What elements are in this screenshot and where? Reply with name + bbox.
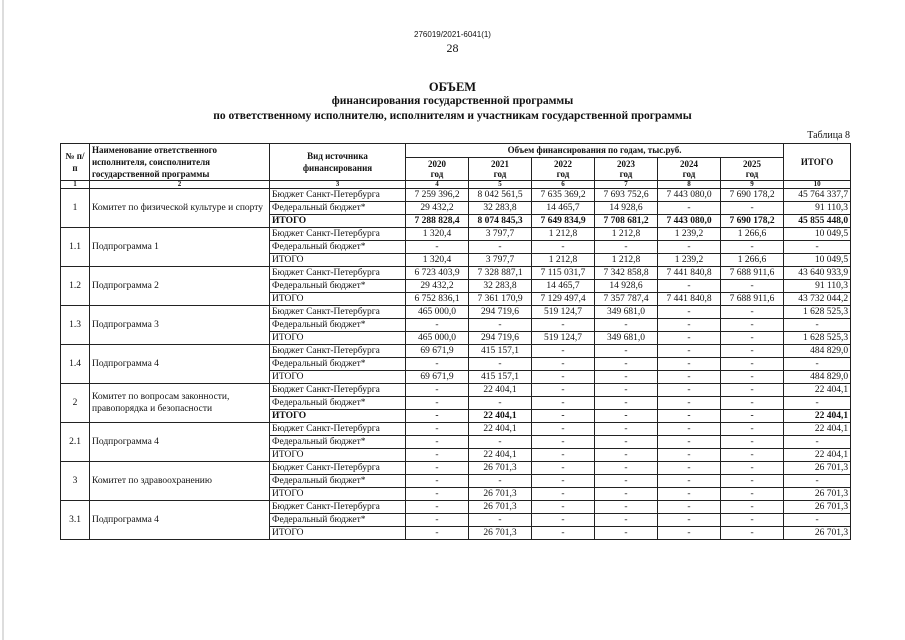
row-number: 1.1	[61, 228, 90, 267]
year-amount: 3 797,7	[469, 254, 532, 267]
year-amount: -	[721, 514, 784, 527]
year-amount: -	[658, 527, 721, 540]
year-amount: -	[658, 423, 721, 436]
year-amount: -	[406, 410, 469, 423]
total-value: -	[784, 436, 851, 449]
total-value: 10 049,5	[784, 228, 851, 241]
year-amount: 349 681,0	[595, 306, 658, 319]
funding-source: Федеральный бюджет*	[270, 241, 406, 254]
year-amount: -	[532, 488, 595, 501]
total-value: 26 701,3	[784, 488, 851, 501]
total-value: 22 404,1	[784, 449, 851, 462]
year-amount: -	[595, 475, 658, 488]
year-amount: 6 723 403,9	[406, 267, 469, 280]
document-subtitle-1: финансирования государственной программы	[331, 95, 574, 107]
table-row	[61, 306, 851, 319]
total-value: 22 404,1	[784, 384, 851, 397]
year-amount: -	[721, 241, 784, 254]
total-value: 45 855 448,0	[784, 215, 851, 228]
year-amount: 8 074 845,3	[469, 215, 532, 228]
year-amount: 1 266,6	[721, 228, 784, 241]
year-amount: -	[406, 423, 469, 436]
year-amount: -	[721, 280, 784, 293]
year-amount: 69 671,9	[406, 345, 469, 358]
year-value: 2023	[617, 159, 635, 170]
total-value: 43 732 044,2	[784, 293, 851, 306]
year-amount: -	[658, 358, 721, 371]
year-amount: -	[406, 462, 469, 475]
year-amount: 22 404,1	[469, 384, 532, 397]
year-amount: 3 797,7	[469, 228, 532, 241]
year-amount: 22 404,1	[469, 410, 532, 423]
year-amount: 1 212,8	[532, 254, 595, 267]
year-amount: 7 708 681,2	[595, 215, 658, 228]
year-word: год	[619, 169, 633, 180]
header-column-numbers	[61, 181, 851, 189]
year-amount: 1 212,8	[595, 254, 658, 267]
year-amount: 7 635 369,2	[532, 189, 595, 202]
year-amount: -	[721, 410, 784, 423]
year-amount: -	[532, 371, 595, 384]
year-amount: -	[469, 319, 532, 332]
year-amount: -	[658, 475, 721, 488]
year-amount: 1 212,8	[532, 228, 595, 241]
executor-name: Подпрограмма 4	[90, 501, 270, 540]
year-amount: 7 441 840,8	[658, 293, 721, 306]
total-value: 1 628 525,3	[784, 306, 851, 319]
year-amount: -	[469, 358, 532, 371]
executor-name: Подпрограмма 4	[90, 423, 270, 462]
year-amount: 22 404,1	[469, 449, 532, 462]
header-year-2021	[469, 158, 532, 181]
year-word: год	[493, 169, 507, 180]
year-value: 2021	[491, 159, 509, 170]
total-value: -	[784, 358, 851, 371]
total-value: 1 628 525,3	[784, 332, 851, 345]
funding-source: ИТОГО	[270, 488, 406, 501]
year-amount: 29 432,2	[406, 202, 469, 215]
funding-source: Федеральный бюджет*	[270, 202, 406, 215]
year-amount: 1 320,4	[406, 254, 469, 267]
year-amount: 32 283,8	[469, 202, 532, 215]
funding-source: ИТОГО	[270, 449, 406, 462]
year-value: 2022	[554, 159, 572, 170]
year-amount: -	[406, 384, 469, 397]
year-amount: 415 157,1	[469, 371, 532, 384]
year-amount: 69 671,9	[406, 371, 469, 384]
year-amount: -	[595, 397, 658, 410]
header-total: ИТОГО	[784, 144, 851, 181]
header-year-2023	[595, 158, 658, 181]
total-value: -	[784, 397, 851, 410]
total-value: 43 640 933,9	[784, 267, 851, 280]
row-number: 2.1	[61, 423, 90, 462]
year-amount: -	[721, 449, 784, 462]
funding-source: Федеральный бюджет*	[270, 514, 406, 527]
year-amount: -	[532, 423, 595, 436]
year-amount: -	[595, 501, 658, 514]
year-amount: 465 000,0	[406, 306, 469, 319]
year-amount: -	[595, 358, 658, 371]
year-amount: -	[532, 501, 595, 514]
column-number: 3	[270, 181, 406, 189]
column-number: 4	[406, 181, 469, 189]
year-amount: -	[469, 475, 532, 488]
total-value: -	[784, 241, 851, 254]
year-amount: -	[532, 436, 595, 449]
year-amount: -	[658, 319, 721, 332]
year-amount: -	[595, 319, 658, 332]
year-amount: 7 690 178,2	[721, 189, 784, 202]
funding-source: Бюджет Санкт-Петербурга	[270, 345, 406, 358]
year-amount: -	[532, 410, 595, 423]
year-amount: -	[721, 202, 784, 215]
year-amount: 7 688 911,6	[721, 267, 784, 280]
funding-source: ИТОГО	[270, 332, 406, 345]
year-amount: -	[532, 384, 595, 397]
financing-table	[60, 143, 851, 540]
year-amount: 7 342 858,8	[595, 267, 658, 280]
funding-source: Федеральный бюджет*	[270, 436, 406, 449]
header-source: Вид источника финансирования	[270, 144, 406, 181]
year-amount: -	[721, 501, 784, 514]
total-value: 26 701,3	[784, 462, 851, 475]
funding-source: Бюджет Санкт-Петербурга	[270, 306, 406, 319]
total-value: 91 110,3	[784, 202, 851, 215]
column-number: 2	[90, 181, 270, 189]
total-value: 91 110,3	[784, 280, 851, 293]
total-value: 10 049,5	[784, 254, 851, 267]
year-amount: -	[469, 436, 532, 449]
total-value: 26 701,3	[784, 527, 851, 540]
year-amount: -	[658, 436, 721, 449]
year-amount: -	[469, 241, 532, 254]
year-amount: -	[658, 462, 721, 475]
year-amount: 7 129 497,4	[532, 293, 595, 306]
year-amount: -	[658, 371, 721, 384]
year-amount: -	[406, 436, 469, 449]
year-amount: 7 443 080,0	[658, 189, 721, 202]
year-amount: 7 443 080,0	[658, 215, 721, 228]
year-amount: 1 239,2	[658, 254, 721, 267]
row-number: 2	[61, 384, 90, 423]
year-amount: -	[658, 345, 721, 358]
year-amount: -	[721, 397, 784, 410]
year-amount: -	[532, 462, 595, 475]
header-year-2025	[721, 158, 784, 181]
header-year-2024	[658, 158, 721, 181]
year-amount: -	[721, 462, 784, 475]
year-amount: -	[532, 475, 595, 488]
year-amount: -	[406, 358, 469, 371]
year-amount: -	[658, 449, 721, 462]
executor-name: Подпрограмма 2	[90, 267, 270, 306]
year-word: год	[556, 169, 570, 180]
year-amount: -	[595, 488, 658, 501]
year-value: 2020	[428, 159, 446, 170]
year-amount: 7 649 834,9	[532, 215, 595, 228]
funding-source: Федеральный бюджет*	[270, 319, 406, 332]
funding-source: Бюджет Санкт-Петербурга	[270, 384, 406, 397]
year-amount: -	[658, 410, 721, 423]
table-row	[61, 501, 851, 514]
year-amount: -	[406, 241, 469, 254]
total-value: -	[784, 514, 851, 527]
table-row	[61, 345, 851, 358]
year-amount: -	[595, 345, 658, 358]
year-amount: -	[595, 462, 658, 475]
year-amount: 7 115 031,7	[532, 267, 595, 280]
year-amount: 7 259 396,2	[406, 189, 469, 202]
year-amount: 519 124,7	[532, 332, 595, 345]
year-amount: -	[532, 358, 595, 371]
year-amount: -	[406, 501, 469, 514]
year-amount: -	[658, 488, 721, 501]
table-row	[61, 189, 851, 202]
table-row	[61, 462, 851, 475]
year-amount: -	[658, 332, 721, 345]
year-amount: -	[658, 241, 721, 254]
year-amount: -	[406, 449, 469, 462]
year-amount: 14 465,7	[532, 202, 595, 215]
funding-source: Федеральный бюджет*	[270, 280, 406, 293]
row-number: 1	[61, 189, 90, 228]
row-number: 3	[61, 462, 90, 501]
year-amount: -	[532, 527, 595, 540]
funding-source: ИТОГО	[270, 371, 406, 384]
executor-name: Комитет по вопросам законности, правопорядка и безопасности	[90, 384, 270, 423]
year-amount: 1 266,6	[721, 254, 784, 267]
year-amount: -	[469, 397, 532, 410]
year-amount: -	[721, 345, 784, 358]
year-amount: -	[595, 410, 658, 423]
table-row	[61, 384, 851, 397]
column-number: 10	[784, 181, 851, 189]
year-amount: -	[721, 332, 784, 345]
year-amount: -	[406, 319, 469, 332]
year-amount: -	[532, 345, 595, 358]
year-amount: 7 441 840,8	[658, 267, 721, 280]
year-value: 2025	[743, 159, 762, 170]
row-number: 1.2	[61, 267, 90, 306]
year-amount: 7 688 911,6	[721, 293, 784, 306]
year-amount: 465 000,0	[406, 332, 469, 345]
page-number: 28	[446, 41, 459, 55]
year-amount: -	[406, 527, 469, 540]
year-amount: -	[721, 527, 784, 540]
document-subtitle-2: по ответственному исполнителю, исполнителям и участникам государственной программы	[213, 110, 692, 122]
year-amount: 294 719,6	[469, 332, 532, 345]
funding-source: Федеральный бюджет*	[270, 358, 406, 371]
total-value: 26 701,3	[784, 501, 851, 514]
year-amount: -	[721, 488, 784, 501]
year-amount: 349 681,0	[595, 332, 658, 345]
year-amount: 29 432,2	[406, 280, 469, 293]
year-amount: 26 701,3	[469, 488, 532, 501]
year-amount: 8 042 561,5	[469, 189, 532, 202]
year-amount: 415 157,1	[469, 345, 532, 358]
year-amount: 7 357 787,4	[595, 293, 658, 306]
year-amount: -	[532, 449, 595, 462]
year-amount: -	[658, 280, 721, 293]
year-word: год	[745, 169, 759, 180]
year-amount: 6 752 836,1	[406, 293, 469, 306]
year-amount: -	[532, 397, 595, 410]
year-amount: 1 320,4	[406, 228, 469, 241]
year-amount: -	[595, 384, 658, 397]
executor-name: Подпрограмма 3	[90, 306, 270, 345]
year-amount: -	[721, 306, 784, 319]
funding-source: ИТОГО	[270, 527, 406, 540]
funding-source: Бюджет Санкт-Петербурга	[270, 267, 406, 280]
total-value: 22 404,1	[784, 410, 851, 423]
year-amount: 7 693 752,6	[595, 189, 658, 202]
year-amount: -	[721, 358, 784, 371]
table-label: Таблица 8	[807, 130, 850, 141]
year-amount: -	[595, 527, 658, 540]
header-year-2022	[532, 158, 595, 181]
year-word: год	[682, 169, 696, 180]
column-number: 8	[658, 181, 721, 189]
year-amount: -	[595, 436, 658, 449]
year-amount: -	[406, 397, 469, 410]
row-number: 3.1	[61, 501, 90, 540]
year-amount: -	[658, 397, 721, 410]
year-amount: -	[721, 475, 784, 488]
year-amount: -	[721, 371, 784, 384]
column-number: 7	[595, 181, 658, 189]
year-amount: 26 701,3	[469, 527, 532, 540]
total-value: 22 404,1	[784, 423, 851, 436]
year-amount: -	[658, 384, 721, 397]
year-amount: -	[406, 488, 469, 501]
year-amount: -	[658, 202, 721, 215]
header-name: Наименование ответственного исполнителя, соисполнителя государственной программы	[90, 144, 270, 181]
year-amount: -	[595, 371, 658, 384]
year-amount: 7 288 828,4	[406, 215, 469, 228]
funding-source: ИТОГО	[270, 293, 406, 306]
year-amount: 1 239,2	[658, 228, 721, 241]
year-amount: -	[658, 514, 721, 527]
header-num: № п/п	[61, 144, 90, 181]
total-value: -	[784, 475, 851, 488]
year-word: год	[430, 169, 444, 180]
executor-name: Комитет по здравоохранению	[90, 462, 270, 501]
table-row	[61, 228, 851, 241]
funding-source: Бюджет Санкт-Петербурга	[270, 189, 406, 202]
year-amount: -	[658, 306, 721, 319]
year-amount: -	[469, 514, 532, 527]
funding-source: Федеральный бюджет*	[270, 475, 406, 488]
year-amount: 26 701,3	[469, 501, 532, 514]
year-amount: 26 701,3	[469, 462, 532, 475]
funding-source: Федеральный бюджет*	[270, 397, 406, 410]
year-amount: -	[721, 423, 784, 436]
year-amount: -	[532, 241, 595, 254]
year-value: 2024	[680, 159, 698, 170]
year-amount: 294 719,6	[469, 306, 532, 319]
year-amount: 14 928,6	[595, 280, 658, 293]
year-amount: -	[595, 514, 658, 527]
year-amount: 7 328 887,1	[469, 267, 532, 280]
year-amount: -	[721, 384, 784, 397]
year-amount: -	[595, 241, 658, 254]
total-value: 484 829,0	[784, 371, 851, 384]
year-amount: 519 124,7	[532, 306, 595, 319]
table-row	[61, 423, 851, 436]
header-year-2020	[406, 158, 469, 181]
year-amount: 14 465,7	[532, 280, 595, 293]
funding-source: ИТОГО	[270, 215, 406, 228]
year-amount: 22 404,1	[469, 423, 532, 436]
total-value: -	[784, 319, 851, 332]
year-amount: -	[532, 319, 595, 332]
year-amount: 32 283,8	[469, 280, 532, 293]
executor-name: Комитет по физической культуре и спорту	[90, 189, 270, 228]
column-number: 5	[469, 181, 532, 189]
header-row-1	[61, 144, 851, 158]
year-amount: -	[721, 319, 784, 332]
header-volume: Объем финансирования по годам, тыс.руб.	[406, 144, 784, 158]
year-amount: -	[532, 514, 595, 527]
column-number: 1	[61, 181, 90, 189]
funding-source: Бюджет Санкт-Петербурга	[270, 501, 406, 514]
document-id: 276019/2021-6041(1)	[414, 30, 491, 39]
document-title: ОБЪЕМ	[428, 80, 477, 94]
year-amount: -	[658, 501, 721, 514]
year-amount: -	[595, 423, 658, 436]
column-number: 6	[532, 181, 595, 189]
funding-source: Бюджет Санкт-Петербурга	[270, 462, 406, 475]
year-amount: 1 212,8	[595, 228, 658, 241]
year-amount: 7 361 170,9	[469, 293, 532, 306]
year-amount: -	[406, 475, 469, 488]
year-amount: -	[406, 514, 469, 527]
funding-source: Бюджет Санкт-Петербурга	[270, 228, 406, 241]
table-row	[61, 267, 851, 280]
funding-source: ИТОГО	[270, 410, 406, 423]
column-number: 9	[721, 181, 784, 189]
total-value: 484 829,0	[784, 345, 851, 358]
executor-name: Подпрограмма 1	[90, 228, 270, 267]
row-number: 1.4	[61, 345, 90, 384]
year-amount: 7 690 178,2	[721, 215, 784, 228]
table-body	[61, 189, 851, 540]
year-amount: -	[595, 449, 658, 462]
row-number: 1.3	[61, 306, 90, 345]
funding-source: ИТОГО	[270, 254, 406, 267]
funding-source: Бюджет Санкт-Петербурга	[270, 423, 406, 436]
year-amount: 14 928,6	[595, 202, 658, 215]
executor-name: Подпрограмма 4	[90, 345, 270, 384]
year-amount: -	[721, 436, 784, 449]
total-value: 45 764 337,7	[784, 189, 851, 202]
